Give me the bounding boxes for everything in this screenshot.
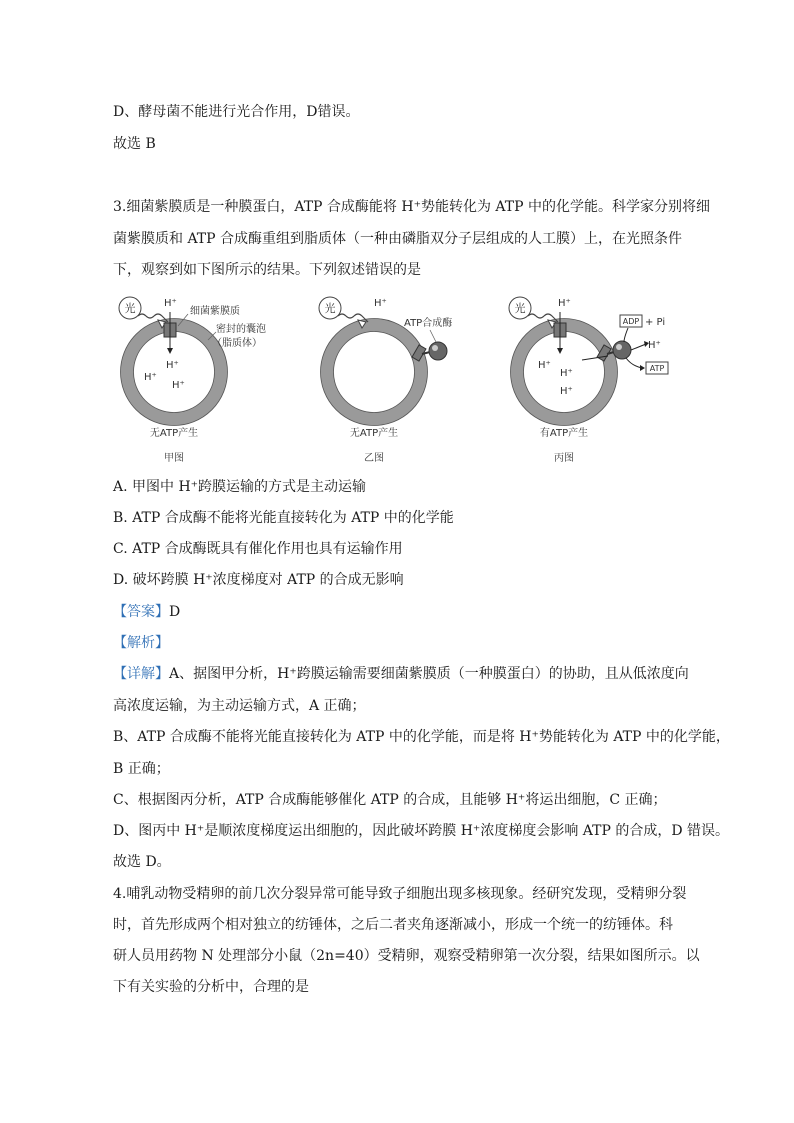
- panel-jia: [119, 297, 266, 464]
- q3-detail-1: [113, 664, 689, 684]
- svg-text:无ATP产生: 无ATP产生: [149, 428, 199, 439]
- svg-text:ATP合成酶: ATP合成酶: [404, 318, 453, 329]
- answer-tag: 【答案】: [113, 604, 169, 620]
- atp-synthase-head-yi: [429, 342, 447, 360]
- q3-stem-1: 3.细菌紫膜质是一种膜蛋白，ATP 合成酶能将 H⁺势能转化为 ATP 中的化学能。科学家分别将细: [113, 199, 710, 215]
- svg-text:H⁺: H⁺: [374, 298, 387, 309]
- q3-option-a: A. 甲图中 H⁺跨膜运输的方式是主动运输: [113, 479, 367, 495]
- q3-option-c: C. ATP 合成酶既具有催化作用也具有运输作用: [113, 541, 403, 557]
- svg-text:H⁺: H⁺: [560, 368, 573, 379]
- svg-text:H⁺: H⁺: [538, 360, 551, 371]
- q4-stem-2: 时，首先形成两个相对独立的纺锤体，之后二者夹角逐渐减小，形成一个统一的纺锤体。科: [113, 917, 673, 933]
- q3-detail-2: 高浓度运输，为主动运输方式，A 正确；: [113, 698, 366, 714]
- detail-1-text: A、据图甲分析，H⁺跨膜运输需要细菌紫膜质（一种膜蛋白）的协助，且从低浓度向: [169, 666, 689, 682]
- atp-liposome-figure: [112, 290, 692, 470]
- svg-text:细菌紫膜质: 细菌紫膜质: [190, 306, 240, 317]
- answer-value: D: [169, 604, 181, 620]
- svg-text:+ Pi: + Pi: [645, 317, 666, 328]
- prev-answer-choice: 故选 B: [113, 136, 156, 152]
- q3-detail-6: D、图丙中 H⁺是顺浓度梯度运出细胞的，因此破坏跨膜 H⁺浓度梯度会影响 ATP 的合成，D 错误。: [113, 823, 729, 839]
- svg-text:（脂质体）: （脂质体）: [212, 338, 262, 349]
- atp-synthase-head-bing: [613, 341, 631, 359]
- svg-text:H⁺: H⁺: [648, 340, 661, 351]
- svg-text:H⁺: H⁺: [164, 298, 177, 309]
- q4-stem-1: 4.哺乳动物受精卵的前几次分裂异常可能导致子细胞出现多核现象。经研究发现，受精卵分裂: [113, 886, 687, 902]
- liposome-vesicle-jia: [127, 325, 221, 419]
- q3-analysis-tag: 【解析】: [113, 635, 169, 651]
- svg-text:H⁺: H⁺: [144, 372, 157, 383]
- q3-option-b: B. ATP 合成酶不能将光能直接转化为 ATP 中的化学能: [113, 510, 454, 526]
- svg-text:H⁺: H⁺: [560, 386, 573, 397]
- svg-text:乙图: 乙图: [364, 453, 384, 464]
- svg-text:ATP: ATP: [649, 364, 665, 373]
- prev-answer-d: D、酵母菌不能进行光合作用，D错误。: [113, 104, 360, 120]
- svg-text:无ATP产生: 无ATP产生: [349, 428, 399, 439]
- svg-text:密封的囊泡: 密封的囊泡: [216, 324, 266, 335]
- svg-text:有ATP产生: 有ATP产生: [539, 428, 589, 439]
- svg-text:H⁺: H⁺: [166, 360, 179, 371]
- svg-text:H⁺: H⁺: [558, 298, 571, 309]
- q3-answer: [113, 602, 180, 622]
- panel-bing: [509, 297, 668, 464]
- panel-yi: [319, 297, 452, 464]
- q4-stem-4: 下有关实验的分析中，合理的是: [113, 979, 309, 995]
- q3-stem-3: 下，观察到如下图所示的结果。下列叙述错误的是: [113, 262, 421, 278]
- svg-text:ADP: ADP: [622, 317, 640, 326]
- q4-stem-3: 研人员用药物 N 处理部分小鼠（2n=40）受精卵，观察受精卵第一次分裂，结果如图所示。以: [113, 948, 700, 964]
- svg-text:光: 光: [124, 302, 136, 315]
- svg-text:甲图: 甲图: [164, 453, 184, 464]
- q3-detail-5: C、根据图丙分析，ATP 合成酶能够催化 ATP 的合成，且能够 H⁺将运出细胞，C 正确；: [113, 792, 667, 808]
- q3-detail-3: B、ATP 合成酶不能将光能直接转化为 ATP 中的化学能，而是将 H⁺势能转化为 ATP 中的化学能，: [113, 729, 730, 745]
- q3-option-d: D. 破坏跨膜 H⁺浓度梯度对 ATP 的合成无影响: [113, 572, 404, 588]
- q3-detail-4: B 正确；: [113, 761, 170, 777]
- svg-text:H⁺: H⁺: [172, 380, 185, 391]
- svg-text:光: 光: [514, 302, 526, 315]
- detail-tag: 【详解】: [113, 666, 169, 682]
- svg-text:光: 光: [324, 302, 336, 315]
- svg-text:丙图: 丙图: [554, 453, 574, 464]
- q3-final: 故选 D。: [113, 854, 171, 870]
- liposome-vesicle-yi: [327, 325, 421, 419]
- q3-stem-2: 菌紫膜质和 ATP 合成酶重组到脂质体（一种由磷脂双分子层组成的人工膜）上，在光照条件: [113, 231, 683, 247]
